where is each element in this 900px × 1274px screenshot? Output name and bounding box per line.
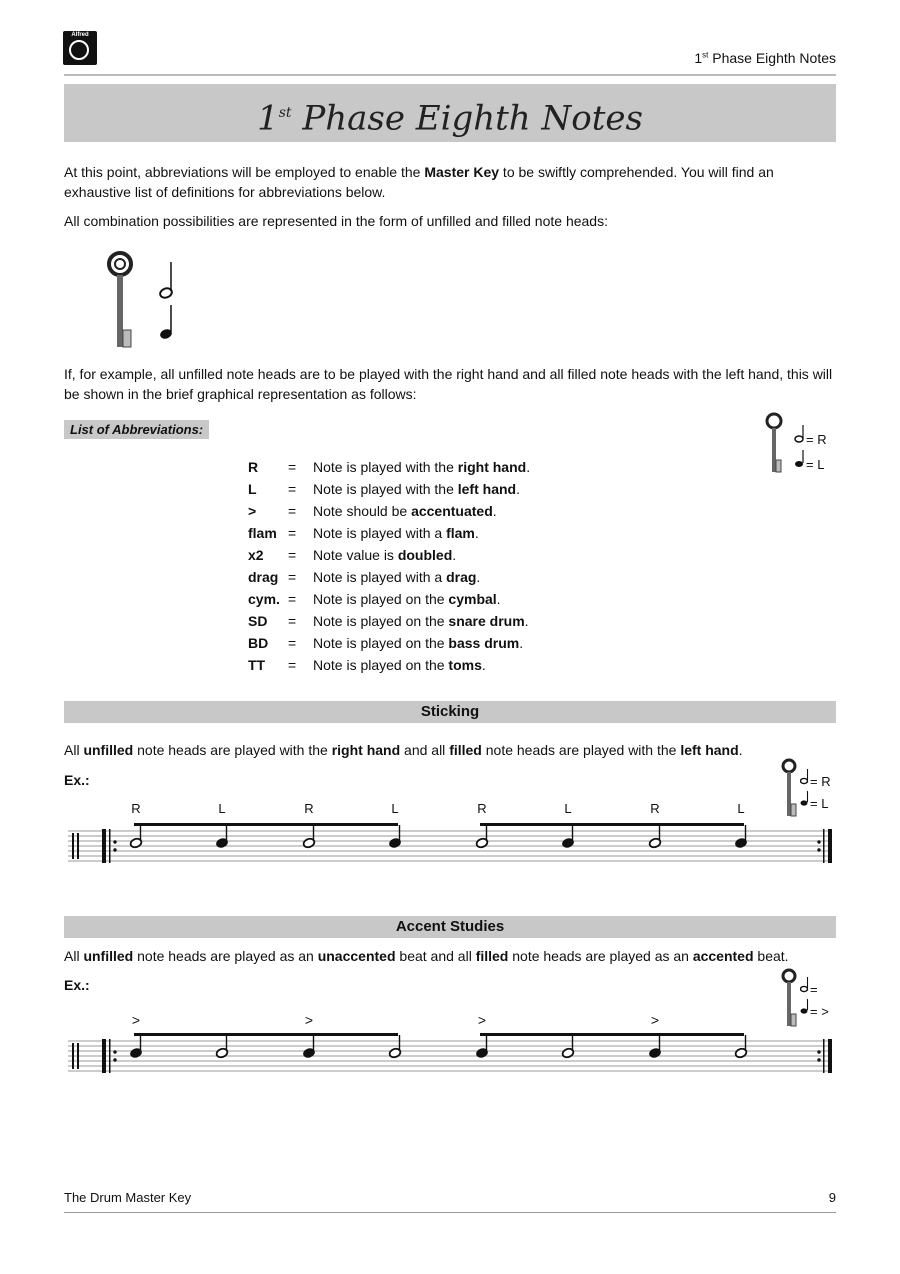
master-key-illustration (100, 250, 190, 355)
alfred-logo-icon (69, 40, 89, 60)
sticking-heading: Sticking (64, 701, 836, 723)
abbreviation-row: x2 = Note value is doubled. (248, 547, 457, 563)
quarter-note (561, 825, 574, 849)
key-legend-unfilled: = R (794, 424, 827, 447)
quarter-note (215, 825, 228, 849)
key-legend-filled: = L (794, 449, 824, 472)
key-legend-icon (762, 412, 792, 477)
accent-mark: > (131, 1012, 141, 1028)
intro-paragraph-1: At this point, abbreviations will be employed to enable the Master Key to be swiftly comprehended. You will find an exhaustive list of definitions for abbreviations below. (64, 164, 774, 200)
quarter-note (129, 1035, 142, 1059)
accent-legend-filled: = > (800, 998, 829, 1019)
beams (134, 1033, 744, 1036)
key-icon (109, 253, 131, 347)
abbreviation-row: R = Note is played with the right hand. (248, 459, 531, 475)
staff-lines (68, 831, 832, 861)
header-rule (64, 74, 836, 76)
abbreviation-row: > = Note should be accentuated. (248, 503, 497, 519)
staff-lines (68, 1041, 832, 1071)
abbreviation-row: flam = Note is played with a flam. (248, 525, 479, 541)
publisher-logo-text: Alfred (71, 32, 89, 38)
beams (134, 823, 744, 826)
quarter-note (475, 1035, 488, 1059)
half-note-icon (159, 262, 173, 299)
accent-example-label: Ex.: (64, 977, 90, 993)
abbreviation-row: drag = Note is played with a drag. (248, 569, 481, 585)
running-header-ordinal-sup: st (702, 50, 709, 60)
quarter-note-icon (794, 449, 806, 469)
abbreviation-row: BD = Note is played on the bass drum. (248, 635, 524, 651)
sticking-label: L (218, 801, 226, 816)
quarter-note (648, 1035, 661, 1059)
sticking-label: L (391, 801, 399, 816)
half-note (475, 825, 488, 849)
publisher-logo (63, 31, 97, 65)
page-title-ordinal-sup: st (278, 105, 292, 121)
quarter-note (302, 1035, 315, 1059)
abbreviation-row: TT = Note is played on the toms. (248, 657, 486, 673)
intro-paragraph-3: If, for example, all unfilled note heads are to be played with the right hand and all filled note heads with the left hand, this will be shown in the brief graphical representation as follows: (64, 366, 833, 402)
running-header-title: Phase Eighth Notes (712, 50, 836, 66)
page-title (64, 84, 836, 147)
sticking-staff (64, 795, 836, 870)
running-header (694, 50, 836, 66)
half-note-icon (800, 768, 810, 786)
sticking-label: R (477, 801, 487, 816)
sticking-label: R (304, 801, 314, 816)
half-note (129, 825, 142, 849)
page-title-text: Phase Eighth Notes (302, 98, 643, 139)
intro-paragraph-2: All combination possibilities are represented in the form of unfilled and filled note heads: (64, 213, 608, 229)
sticking-label: L (564, 801, 572, 816)
abbreviation-row: SD = Note is played on the snare drum. (248, 613, 529, 629)
running-header-ordinal: 1 (694, 50, 703, 66)
sticking-description: All unfilled note heads are played with the right hand and all filled note heads are played with the left hand. (64, 742, 743, 758)
quarter-note (388, 825, 401, 849)
accent-staff (64, 1005, 836, 1080)
page-number: 9 (828, 1190, 836, 1205)
sticking-label: L (737, 801, 745, 816)
quarter-note (734, 825, 747, 849)
half-note (302, 825, 315, 849)
half-note (215, 1035, 228, 1059)
accent-description: All unfilled note heads are played as an unaccented beat and all filled note heads are played as an accented beat. (64, 948, 789, 964)
sticking-label: R (650, 801, 660, 816)
quarter-note-icon (159, 305, 173, 340)
accent-mark: > (477, 1012, 487, 1028)
footer-rule (64, 1212, 836, 1213)
accent-legend-unfilled: = (800, 976, 818, 997)
abbreviations-heading: List of Abbreviations: (64, 420, 209, 439)
accent-mark: > (304, 1012, 314, 1028)
footer-book-title: The Drum Master Key (64, 1190, 192, 1205)
accent-studies-heading: Accent Studies (64, 916, 836, 938)
sticking-example-label: Ex.: (64, 772, 90, 788)
half-note-icon (794, 424, 806, 444)
sticking-legend-filled: = L (800, 790, 828, 811)
half-note (648, 825, 661, 849)
sticking-legend-unfilled: = R (800, 768, 831, 789)
abbreviation-row: cym. = Note is played on the cymbal. (248, 591, 501, 607)
sticking-label: R (131, 801, 141, 816)
title-banner (64, 84, 836, 142)
accent-mark: > (650, 1012, 660, 1028)
half-note (388, 1035, 401, 1059)
page-title-ordinal: 1 (257, 98, 279, 139)
half-note (734, 1035, 747, 1059)
half-note (561, 1035, 574, 1059)
abbreviation-row: L = Note is played with the left hand. (248, 481, 520, 497)
half-note-icon (800, 976, 810, 994)
